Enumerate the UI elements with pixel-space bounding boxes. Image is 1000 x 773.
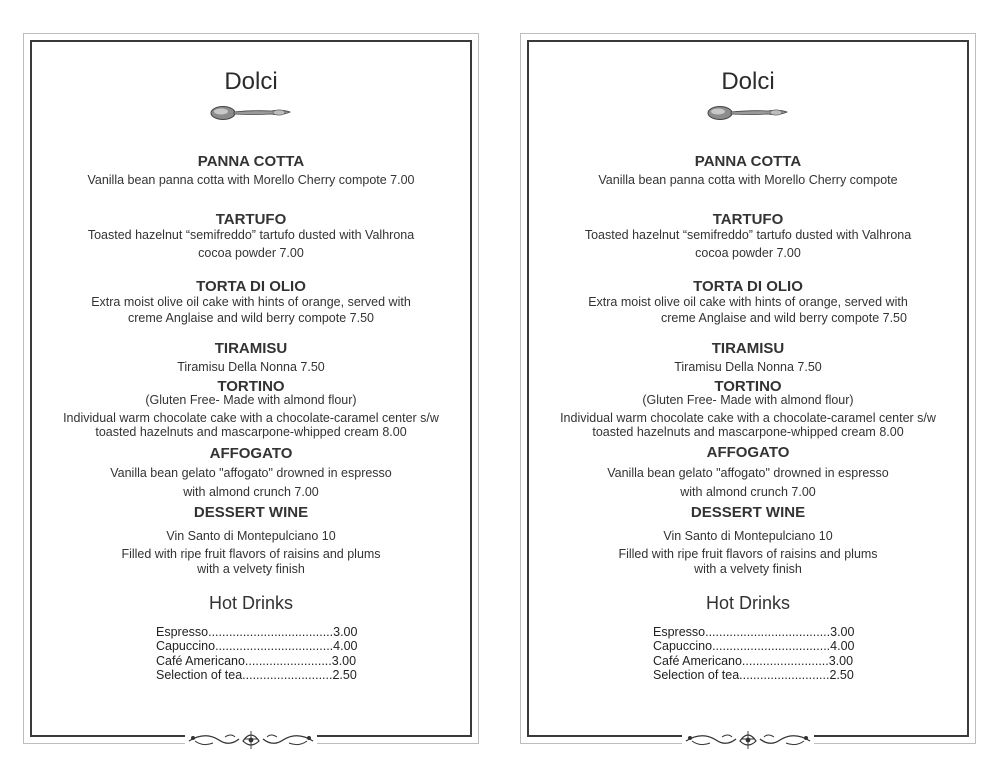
section-title: TIRAMISU — [214, 340, 288, 357]
hot-drinks-title: Hot Drinks — [705, 593, 790, 613]
section-title: PANNA COTTA — [694, 153, 802, 170]
flourish-ornament-icon — [185, 727, 317, 753]
section-title: AFFOGATO — [209, 445, 293, 462]
menu-page-right — [520, 33, 976, 744]
item-description: Vin Santo di Montepulciano 10 — [663, 529, 833, 543]
page-title: Dolci — [224, 68, 278, 95]
drink-item: Espresso....................................3.00 — [156, 625, 358, 639]
item-description: Vanilla bean gelato "affogato" drowned in espresso — [110, 466, 392, 480]
drink-item: Selection of tea..........................2.50 — [653, 667, 854, 682]
spoon-icon — [706, 102, 790, 124]
item-description: cocoa powder 7.00 — [695, 246, 801, 260]
menu-page-left — [23, 33, 479, 744]
section-title: PANNA COTTA — [197, 153, 305, 170]
page-border — [527, 40, 969, 737]
item-description: with almond crunch 7.00 — [680, 485, 816, 499]
page-border — [30, 40, 472, 737]
item-note: (Gluten Free- Made with almond flour) — [642, 393, 854, 407]
drink-item: Café Americano.........................3.00 — [653, 653, 854, 668]
section-title: TORTA DI OLIO — [693, 278, 803, 295]
section-title: TARTUFO — [712, 211, 784, 228]
drink-item: Café Americano.........................3.00 — [156, 653, 357, 668]
item-description: creme Anglaise and wild berry compote 7.50 — [128, 311, 374, 325]
item-description: Individual warm chocolate cake with a chocolate-caramel center s/w — [63, 411, 439, 425]
item-description: Toasted hazelnut “semifreddo” tartufo dusted with Valhrona — [87, 228, 415, 242]
drink-item: Capuccino..................................4.00 — [156, 639, 358, 654]
item-description: Extra moist olive oil cake with hints of orange, served with — [588, 295, 908, 309]
drinks-list — [156, 625, 366, 682]
item-description: Individual warm chocolate cake with a chocolate-caramel center s/w — [560, 411, 936, 425]
section-title: AFFOGATO — [706, 444, 790, 461]
section-title: DESSERT WINE — [193, 504, 309, 521]
hot-drinks-title: Hot Drinks — [208, 593, 293, 613]
drink-item: Espresso....................................3.00 — [653, 625, 855, 639]
section-title: TIRAMISU — [711, 340, 785, 357]
item-description: Vin Santo di Montepulciano 10 — [166, 529, 336, 543]
item-description: Vanilla bean panna cotta with Morello Cherry compote 7.00 — [87, 173, 415, 187]
item-description: toasted hazelnuts and mascarpone-whipped cream 8.00 — [592, 425, 904, 439]
section-title: TARTUFO — [215, 211, 287, 228]
section-title: TORTINO — [217, 378, 285, 395]
drinks-list — [653, 625, 863, 682]
item-description: with a velvety finish — [694, 562, 802, 576]
item-description: with almond crunch 7.00 — [183, 485, 319, 499]
item-description: toasted hazelnuts and mascarpone-whipped cream 8.00 — [95, 425, 407, 439]
item-description: Tiramisu Della Nonna 7.50 — [674, 360, 822, 374]
item-description: Filled with ripe fruit flavors of raisins and plums — [121, 547, 381, 561]
item-description: Vanilla bean gelato "affogato" drowned in espresso — [607, 466, 889, 480]
page-title: Dolci — [721, 68, 775, 95]
flourish-ornament-icon — [682, 727, 814, 753]
item-description: Toasted hazelnut “semifreddo” tartufo dusted with Valhrona — [584, 228, 912, 242]
item-description: Vanilla bean panna cotta with Morello Cherry compote — [598, 173, 898, 187]
item-description: Extra moist olive oil cake with hints of orange, served with — [91, 295, 411, 309]
item-description: Tiramisu Della Nonna 7.50 — [177, 360, 325, 374]
section-title: TORTA DI OLIO — [196, 278, 306, 295]
drink-item: Selection of tea..........................2.50 — [156, 667, 357, 682]
item-description: cocoa powder 7.00 — [198, 246, 304, 260]
item-description: with a velvety finish — [197, 562, 305, 576]
section-title: TORTINO — [714, 378, 782, 395]
item-description: Filled with ripe fruit flavors of raisins and plums — [618, 547, 878, 561]
drink-item: Capuccino..................................4.00 — [653, 639, 855, 654]
section-title: DESSERT WINE — [690, 504, 806, 521]
spoon-icon — [209, 102, 293, 124]
item-note: (Gluten Free- Made with almond flour) — [145, 393, 357, 407]
item-description: creme Anglaise and wild berry compote 7.50 — [661, 311, 907, 325]
